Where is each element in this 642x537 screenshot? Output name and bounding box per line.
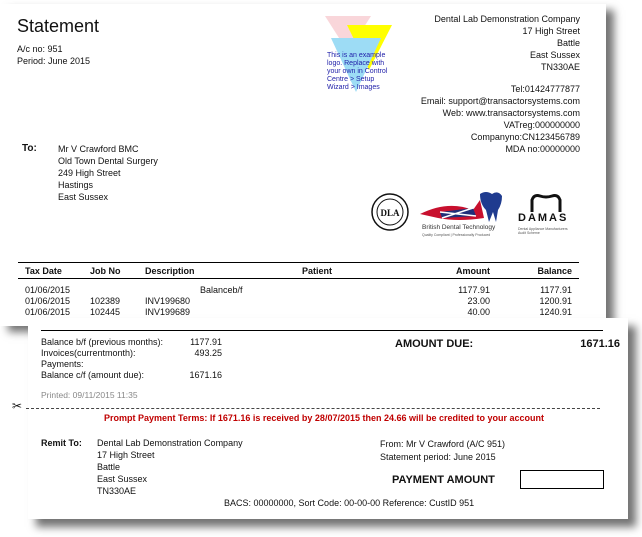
damas-badge: [516, 192, 576, 238]
to-line-1: Mr V Crawford BMC: [58, 144, 139, 154]
remit-line-4: East Sussex: [97, 474, 148, 484]
payment-amount-label: PAYMENT AMOUNT: [392, 474, 495, 486]
logo-text-3: your own in Control: [327, 68, 388, 75]
company-email: Email: support@transactorsystems.com: [420, 96, 580, 106]
summary-label-cf: Balance c/f (amount due):: [41, 370, 145, 380]
payment-amount-field[interactable]: [520, 470, 604, 489]
to-label: To:: [22, 143, 37, 154]
row-date: 01/06/2015: [25, 296, 71, 306]
damas-title: DAMAS: [518, 212, 569, 224]
col-balance: Balance: [537, 266, 572, 276]
company-tel: Tel:01424777877: [510, 84, 580, 94]
col-description: Description: [145, 266, 195, 276]
company-mda: MDA no:00000000: [505, 144, 580, 154]
svg-text:DLA: DLA: [380, 208, 400, 218]
logo-text-5: Wizard > Images: [327, 84, 380, 91]
row-desc: INV199689: [145, 307, 191, 317]
summary-value-bf: 1177.91: [190, 337, 222, 347]
remit-line-5: TN330AE: [97, 486, 137, 496]
logo-text-2: logo. Replace with: [327, 60, 385, 67]
british-flag-tooth-icon: [418, 190, 503, 224]
bdt-title: British Dental Technology: [422, 224, 496, 231]
row-amount: 23.00: [467, 296, 490, 306]
remit-statement-period: Statement period: June 2015: [380, 452, 496, 462]
account-number: A/c no: 951: [17, 44, 63, 54]
row-patient: Balanceb/f: [200, 285, 243, 295]
to-line-2: Old Town Dental Surgery: [58, 156, 158, 166]
remit-to-label: Remit To:: [41, 438, 82, 448]
summary-value-invoices: 493.25: [194, 348, 222, 358]
dla-badge: [370, 192, 410, 232]
col-tax-date: Tax Date: [25, 266, 62, 276]
dla-seal-icon: [370, 192, 410, 232]
company-logo: [325, 12, 400, 97]
summary-value-cf: 1671.16: [189, 370, 222, 380]
company-address-3: East Sussex: [529, 50, 580, 60]
row-balance: 1177.91: [540, 285, 572, 295]
prompt-payment-terms: Prompt Payment Terms: If 1671.16 is received by 28/07/2015 then 24.66 will be credited to your account: [104, 413, 545, 423]
statement-period: Period: June 2015: [17, 56, 91, 66]
damas-subtitle: Dental Appliance Manufacturers Audit Scheme: [518, 227, 568, 235]
company-number: Companyno:CN123456789: [470, 132, 580, 142]
table-header-rule: [18, 278, 579, 279]
summary-label-bf: Balance b/f (previous months):: [41, 337, 164, 347]
logo-text-1: This is an example: [327, 52, 386, 59]
company-vat: VATreg:000000000: [503, 120, 580, 130]
printed-timestamp: Printed: 09/11/2015 11:35: [41, 390, 138, 400]
bacs-details: BACS: 00000000, Sort Code: 00-00-00 Reference: CustID 951: [224, 498, 475, 508]
scissors-icon: ✂: [12, 399, 23, 413]
company-address-2: Battle: [556, 38, 580, 48]
col-patient: Patient: [302, 266, 333, 276]
row-job: 102389: [90, 296, 121, 306]
to-line-4: Hastings: [58, 180, 94, 190]
remit-from: From: Mr V Crawford (A/C 951): [380, 439, 506, 449]
row-balance: 1240.91: [539, 307, 572, 317]
company-address-1: 17 High Street: [522, 26, 580, 36]
table-top-rule: [18, 262, 579, 263]
company-address-4: TN330AE: [540, 62, 580, 72]
row-amount: 1177.91: [458, 285, 490, 295]
to-line-3: 249 High Street: [58, 168, 121, 178]
remit-line-2: 17 High Street: [97, 450, 155, 460]
row-date: 01/06/2015: [25, 307, 71, 317]
page-title: Statement: [17, 16, 100, 36]
logo-text-4: Centre > Setup: [327, 76, 375, 83]
summary-label-payments: Payments:: [41, 359, 84, 369]
summary-top-rule: [41, 330, 603, 331]
row-amount: 40.00: [467, 307, 490, 317]
amount-due-label: AMOUNT DUE:: [395, 338, 474, 350]
damas-tooth-icon: [516, 192, 576, 214]
to-line-5: East Sussex: [58, 192, 109, 202]
company-web: Web: www.transactorsystems.com: [442, 108, 580, 118]
summary-label-invoices: Invoices(currentmonth):: [41, 348, 136, 358]
row-desc: INV199680: [145, 296, 191, 306]
bdt-badge: [418, 190, 503, 242]
row-job: 102445: [90, 307, 121, 317]
bdt-subtitle: Quality Compliant | Professionally Produced: [422, 233, 491, 237]
col-amount: Amount: [456, 266, 490, 276]
remit-line-1: Dental Lab Demonstration Company: [97, 438, 243, 448]
col-job-no: Job No: [90, 266, 121, 276]
remit-line-3: Battle: [97, 462, 121, 472]
remittance-page: [12, 318, 628, 519]
row-balance: 1200.91: [539, 296, 572, 306]
company-name: Dental Lab Demonstration Company: [434, 14, 580, 24]
cut-line: [26, 408, 600, 409]
statement-page: [0, 4, 606, 326]
row-date: 01/06/2015: [25, 285, 71, 295]
amount-due-value: 1671.16: [580, 338, 620, 350]
